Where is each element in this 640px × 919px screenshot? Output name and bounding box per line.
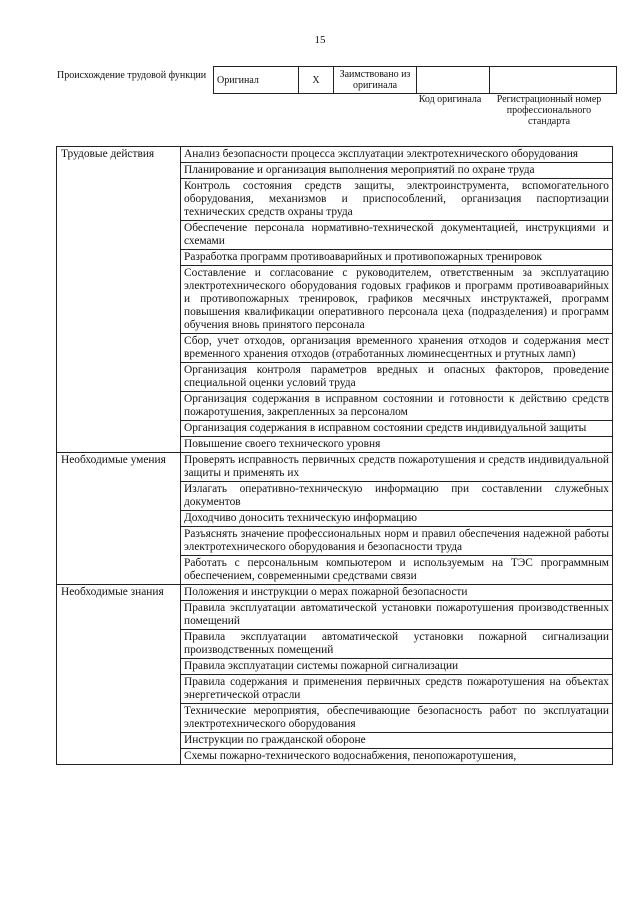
section-item: Проверять исправность первичных средств пожаротушения и средств индивидуальной защиты и применять их [181, 453, 613, 482]
section-item: Организация содержания в исправном состоянии и готовности к действию средств пожаротушения, закрепленных за персоналом [181, 392, 613, 421]
section-item: Повышение своего технического уровня [181, 437, 613, 453]
section-item: Положения и инструкции о мерах пожарной безопасности [181, 585, 613, 601]
page-number: 15 [314, 34, 326, 46]
section-item: Организация контроля параметров вредных и опасных факторов, проведение специальной оценки условий труда [181, 363, 613, 392]
section-item: Разработка программ противоаварийных и противопожарных тренировок [181, 250, 613, 266]
original-cell: Оригинал [214, 67, 299, 94]
section-title: Необходимые знания [57, 585, 181, 765]
section-item: Составление и согласование с руководителем, ответственным за эксплуатацию электротехнического оборудования годовых графиков и программ противоаварийных и противопожарных тренировок, графиков месячных инструктажей, программ повышения квалификации оперативного персонала цеха (подразделения) и программ обучения вновь принятого персонала [181, 266, 613, 334]
section-item: Обеспечение персонала нормативно-технической документацией, инструкциями и схемами [181, 221, 613, 250]
section-title: Трудовые действия [57, 147, 181, 453]
section-item: Схемы пожарно-технического водоснабжения, пенопожаротушения, [181, 749, 613, 765]
section-item: Анализ безопасности процесса эксплуатации электротехнического оборудования [181, 147, 613, 163]
function-table [56, 146, 613, 765]
section-item: Сбор, учет отходов, организация временного хранения отходов и содержания мест временного хранения отходов (отработанных люминесцентных и ртутных ламп) [181, 334, 613, 363]
code-cell [417, 67, 490, 94]
section-item: Правила эксплуатации автоматической установки пожарной сигнализации производственных помещений [181, 630, 613, 659]
section-item: Доходчиво доносить техническую информацию [181, 511, 613, 527]
section-item: Правила эксплуатации автоматической установки пожаротушения производственных помещений [181, 601, 613, 630]
reg-number-cell [490, 67, 617, 94]
section-item: Технические мероприятия, обеспечивающие безопасность работ по эксплуатации электротехнического оборудования [181, 704, 613, 733]
table-row [57, 585, 613, 601]
code-caption: Код оригинала [418, 94, 482, 105]
section-item: Контроль состояния средств защиты, электроинструмента, вспомогательного оборудования, механизмов и приспособлений, организация паспортизации технических средств охраны труда [181, 179, 613, 221]
section-item: Инструкции по гражданской обороне [181, 733, 613, 749]
section-item: Излагать оперативно-техническую информацию при составлении служебных документов [181, 482, 613, 511]
borrowed-cell: Заимствовано из оригинала [334, 67, 417, 94]
original-mark: X [299, 67, 334, 94]
section-item: Организация содержания в исправном состоянии средств индивидуальной защиты [181, 421, 613, 437]
table-row [57, 453, 613, 482]
section-item: Планирование и организация выполнения мероприятий по охране труда [181, 163, 613, 179]
reg-caption: Регистрационный номер профессионального стандарта [496, 94, 602, 127]
origin-table [213, 66, 617, 94]
table-row [57, 147, 613, 163]
section-title: Необходимые умения [57, 453, 181, 585]
section-item: Правила эксплуатации системы пожарной сигнализации [181, 659, 613, 675]
section-item: Правила содержания и применения первичных средств пожаротушения на объектах энергетической отрасли [181, 675, 613, 704]
section-item: Разъяснять значение профессиональных норм и правил обеспечения надежной работы электротехнического оборудования и безопасности труда [181, 527, 613, 556]
section-item: Работать с персональным компьютером и используемым на ТЭС программным обеспечением, современными средствами связи [181, 556, 613, 585]
origin-label: Происхождение трудовой функции [57, 70, 207, 81]
